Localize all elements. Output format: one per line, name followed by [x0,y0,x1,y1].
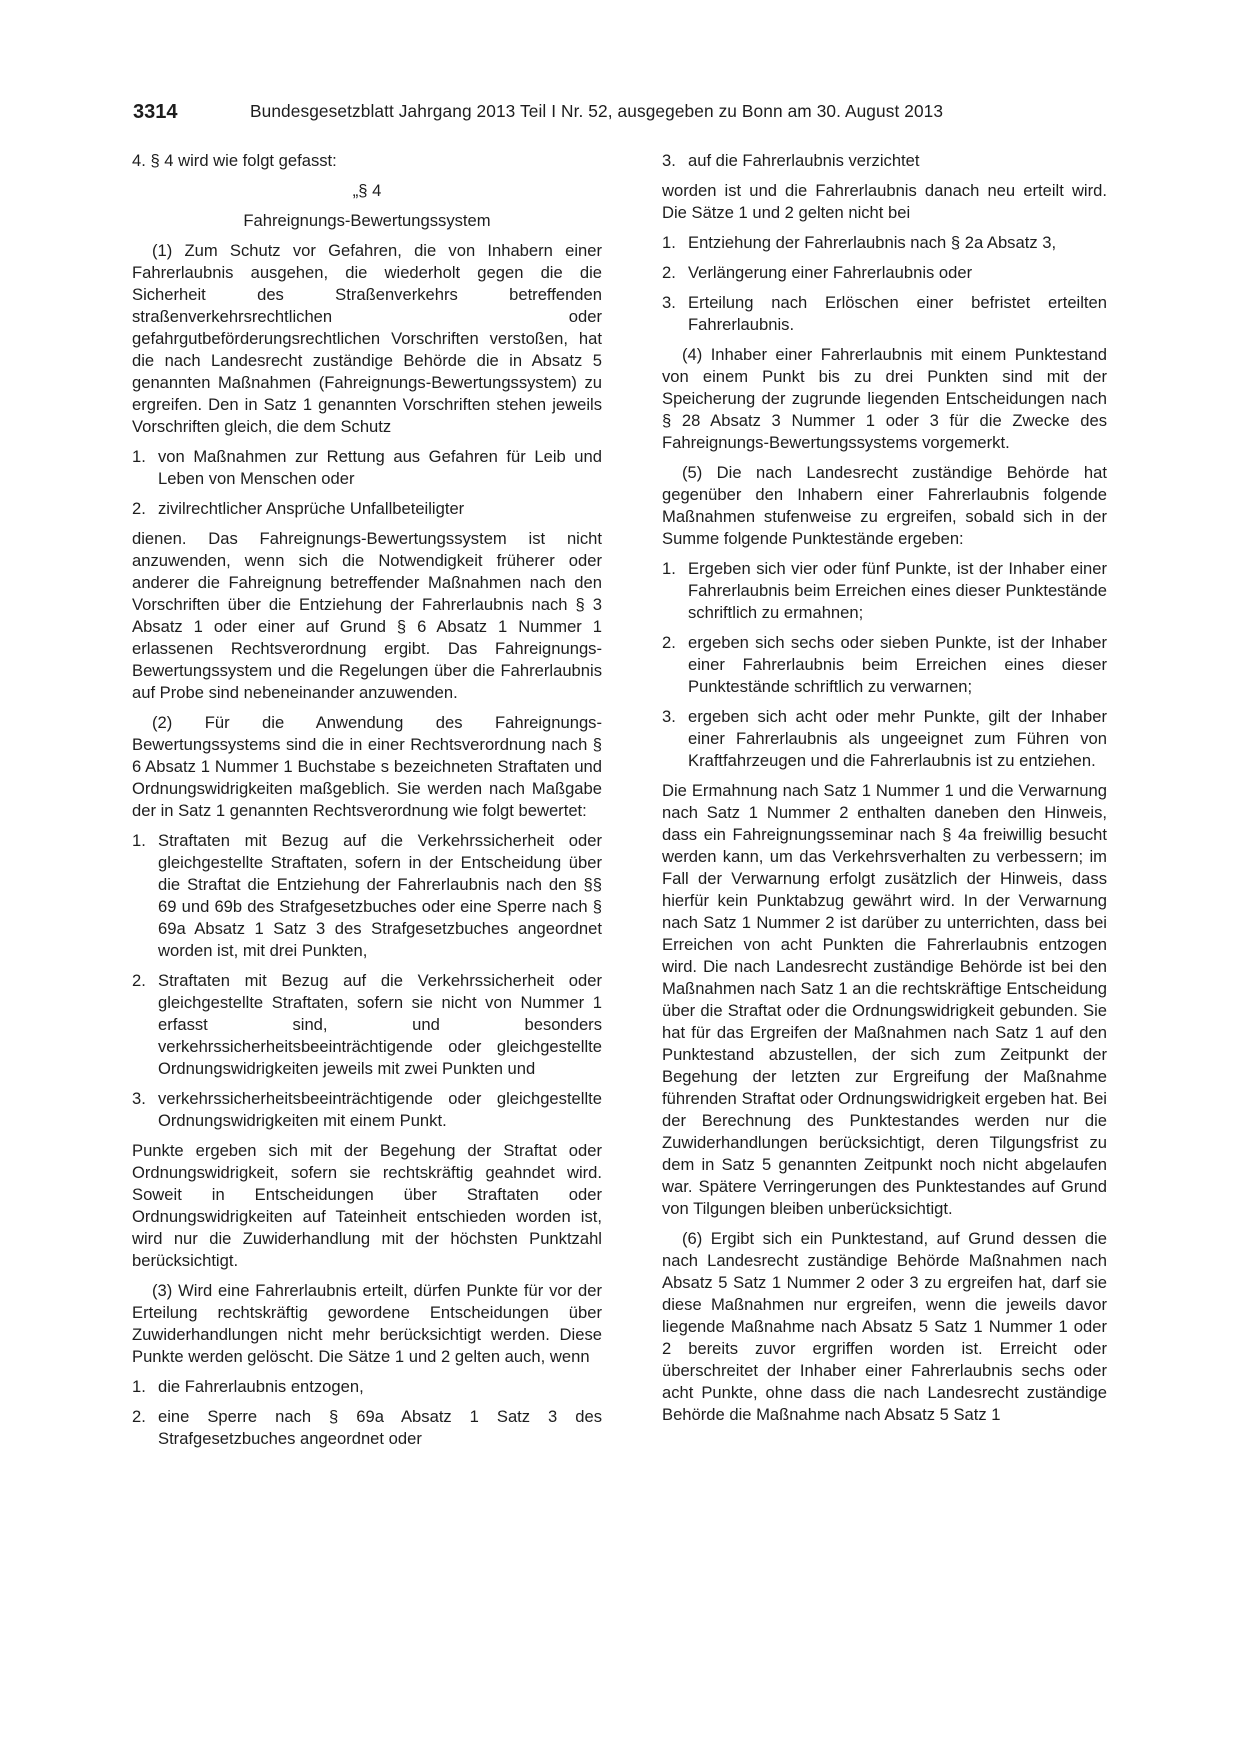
right-column [662,150,1107,1434]
paragraph-5: (5) Die nach Landesrecht zuständige Behörde hat gegenüber den Inhabern einer Fahrerlaubnis folgende Maßnahmen stufenweise zu ergreifen, sobald sich in der Summe folgende Punktestände ergeben: [662,463,1107,548]
paragraph-3: (3) Wird eine Fahrerlaubnis erteilt, dürfen Punkte für vor der Erteilung rechtskräftig gewordene Entscheidungen über Zuwiderhandlungen nicht mehr berücksichtigt werden. Diese Punkte werden gelöscht. Die Sätze 1 und 2 gelten auch, wenn [132,1281,602,1366]
paragraph-1-continuation: dienen. Das Fahreignungs-Bewertungssystem ist nicht anzuwenden, wenn sich die Notwendigkeit früherer oder anderer die Fahreignung betreffender Maßnahmen nach den Vorschriften über die Entziehung der Fahrerlaubnis nach § 3 Absatz 1 oder einer auf Grund § 6 Absatz 1 Nummer 1 erlassenen Rechtsverordnung ergibt. Das Fahreignungs-Bewertungssystem und die Regelungen über die Fahrerlaubnis auf Probe sind nebeneinander anzuwenden. [132,529,602,702]
section-heading: Fahreignungs-Bewertungssystem [243,211,491,230]
list-item: 1. die Fahrerlaubnis entzogen, [132,1377,364,1396]
paragraph-6: (6) Ergibt sich ein Punktestand, auf Grund dessen die nach Landesrecht zuständige Behörde Maßnahmen nach Absatz 5 Satz 1 Nummer 2 oder 3 zu ergreifen hat, darf sie diese Maßnahmen nur ergreifen, wenn die jeweils davor liegende Maßnahme nach Absatz 5 Satz 1 Nummer 1 oder 2 bereits zuvor ergriffen worden ist. Erreicht oder überschreitet der Inhaber einer Fahrerlaubnis sechs oder acht Punkte, ohne dass die nach Landesrecht zuständige Behörde die Maßnahme nach Absatz 5 Satz 1 [662,1229,1107,1424]
list-item: 1. Entziehung der Fahrerlaubnis nach § 2a Absatz 3, [662,233,1057,252]
paragraph-5-continuation: Die Ermahnung nach Satz 1 Nummer 1 und die Verwarnung nach Satz 1 Nummer 2 enthalten daneben den Hinweis, dass ein Fahreignungsseminar nach § 4a freiwillig besucht werden kann, um das Verkehrsverhalten zu verbessern; im Fall der Verwarnung erfolgt zusätzlich der Hinweis, dass hierfür kein Punktabzug gewährt wird. In der Verwarnung nach Satz 1 Nummer 2 ist darüber zu unterrichten, dass bei Erreichen von acht Punkten die Fahrerlaubnis entzogen wird. Die nach Landesrecht zuständige Behörde ist bei den Maßnahmen nach Satz 1 an die rechtskräftige Entscheidung über die Straftat oder die Ordnungswidrigkeit gebunden. Sie hat für das Ergreifen der Maßnahmen nach Satz 1 auf den Punktestand abzustellen, der sich zum Zeitpunkt der Begehung der letzten zur Ergreifung der Maßnahme führenden Straftat oder Ordnungswidrigkeit ergeben hat. Bei der Berechnung des Punktestandes werden nur die Zuwiderhandlungen berücksichtigt, deren Tilgungsfrist zu dem in Satz 5 genannten Zeitpunkt noch nicht abgelaufen war. Spätere Verringerungen des Punktestandes auf Grund von Tilgungen bleiben unberücksichtigt. [662,781,1107,1218]
list-item: 2. eine Sperre nach § 69a Absatz 1 Satz 3 des Strafgesetzbuches angeordnet oder [132,1407,602,1448]
page-header [133,101,1108,131]
left-column [132,150,602,1458]
list-item: 1. von Maßnahmen zur Rettung aus Gefahren für Leib und Leben von Menschen oder [132,447,602,488]
page-number: 3314 [133,101,178,123]
list-item: 3. ergeben sich acht oder mehr Punkte, gilt der Inhaber einer Fahrerlaubnis als ungeeignet zum Führen von Kraftfahrzeugen und die Fahrerlaubnis ist zu entziehen. [662,707,1107,770]
list-item: 2. Straftaten mit Bezug auf die Verkehrssicherheit oder gleichgestellte Straftaten, sofern sie nicht von Nummer 1 erfasst sind, und besonders verkehrssicherheitsbeeinträchtigende oder gleichgestellte Ordnungswidrigkeiten jeweils mit zwei Punkten und [132,971,602,1078]
paragraph-4: (4) Inhaber einer Fahrerlaubnis mit einem Punktestand von einem Punkt bis zu drei Punkten sind mit der Speicherung der zugrunde liegenden Entscheidungen nach § 28 Absatz 3 Nummer 1 oder 3 für die Zwecke des Fahreignungs-Bewertungssystems vorgemerkt. [662,345,1107,452]
paragraph-1: (1) Zum Schutz vor Gefahren, die von Inhabern einer Fahrerlaubnis ausgehen, die wiederholt gegen die die Sicherheit des Straßenverkehrs betreffenden straßenverkehrsrechtlichen oder gefahrgutbeförderungsrechtlichen Vorschriften verstoßen, hat die nach Landesrecht zuständige Behörde die in Absatz 5 genannten Maßnahmen (Fahreignungs-Bewertungssystem) zu ergreifen. Den in Satz 1 genannten Vorschriften stehen jeweils Vorschriften gleich, die dem Schutz [132,241,602,436]
list-item: 3. auf die Fahrerlaubnis verzichtet [662,151,920,170]
gazette-title: Bundesgesetzblatt Jahrgang 2013 Teil I Nr. 52, ausgegeben zu Bonn am 30. August 2013 [250,101,944,121]
list-item: 2. Verlängerung einer Fahrerlaubnis oder [662,263,973,282]
amendment-intro: 4. § 4 wird wie folgt gefasst: [132,151,337,170]
list-item: 3. Erteilung nach Erlöschen einer befristet erteilten Fahrerlaubnis. [662,293,1107,334]
list-item: 3. verkehrssicherheitsbeeinträchtigende oder gleichgestellte Ordnungswidrigkeiten mit einem Punkt. [132,1089,602,1130]
list-item: 1. Ergeben sich vier oder fünf Punkte, ist der Inhaber einer Fahrerlaubnis beim Erreichen eines dieser Punktestände schriftlich zu ermahnen; [662,559,1107,622]
paragraph-2-continuation: Punkte ergeben sich mit der Begehung der Straftat oder Ordnungswidrigkeit, sofern sie rechtskräftig geahndet wird. Soweit in Entscheidungen über Straftaten oder Ordnungswidrigkeiten auf Tateinheit entschieden worden ist, wird nur die Zuwiderhandlung mit der höchsten Punktzahl berücksichtigt. [132,1141,602,1270]
list-item: 2. ergeben sich sechs oder sieben Punkte, ist der Inhaber einer Fahrerlaubnis beim Erreichen eines dieser Punktestände schriftlich zu verwarnen; [662,633,1107,696]
paragraph-2: (2) Für die Anwendung des Fahreignungs-Bewertungssystems sind die in einer Rechtsverordnung nach § 6 Absatz 1 Nummer 1 Buchstabe s bezeichneten Straftaten und Ordnungswidrigkeiten maßgeblich. Sie werden nach Maßgabe der in Satz 1 genannten Rechtsverordnung wie folgt bewertet: [132,713,602,820]
paragraph-3-continuation: worden ist und die Fahrerlaubnis danach neu erteilt wird. Die Sätze 1 und 2 gelten nicht bei [662,181,1107,222]
section-number: „§ 4 [352,181,382,200]
list-item: 2. zivilrechtlicher Ansprüche Unfallbeteiligter [132,499,465,518]
list-item: 1. Straftaten mit Bezug auf die Verkehrssicherheit oder gleichgestellte Straftaten, sofern in der Entscheidung über die Straftat die Entziehung der Fahrerlaubnis nach den §§ 69 und 69b des Strafgesetzbuches oder eine Sperre nach § 69a Absatz 1 Satz 3 des Strafgesetzbuches angeordnet worden ist, mit drei Punkten, [132,831,602,960]
